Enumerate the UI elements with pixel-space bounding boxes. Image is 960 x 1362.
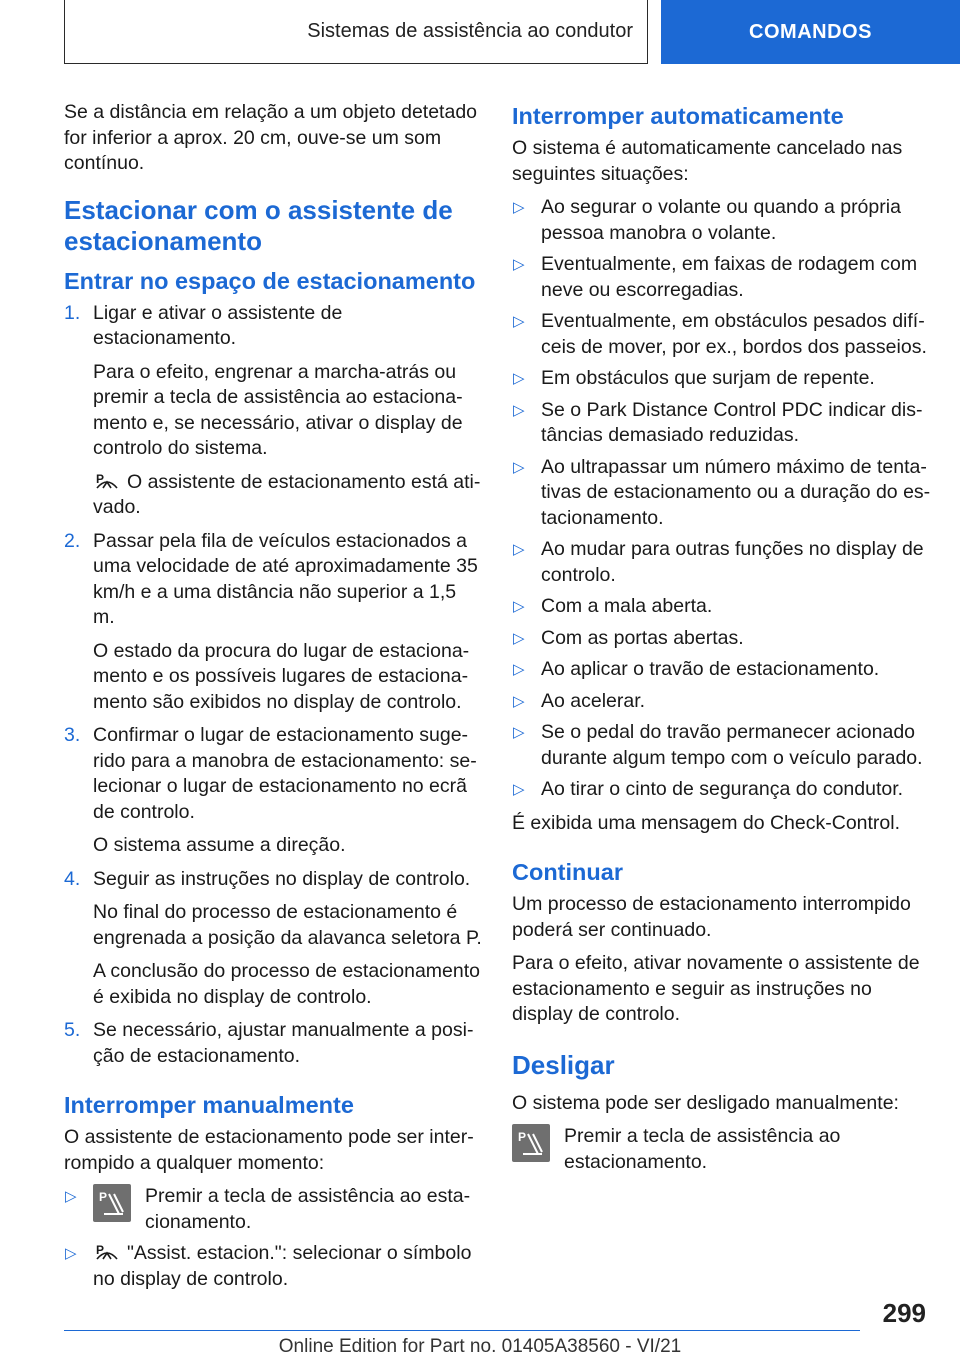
step-text: Para o efeito, engrenar a marcha-atrás ou premir a tecla de assistência ao estacionamento e, se necessário, ativar o display de controlo do sistema. [93, 360, 463, 459]
step-number: 3. [64, 724, 81, 746]
step-number: 4. [64, 867, 81, 890]
manual-intro: O assistente de estacionamento pode ser interrompido a qualquer momento: [64, 1126, 474, 1174]
bullet-item [512, 657, 932, 683]
bullet-text: Se o Park Distance Control PDC indicar distâncias demasiado reduzidas. [541, 398, 923, 446]
off-instruction-text: Premir a tecla de assistência ao estacionamento. [564, 1125, 841, 1173]
svg-text:P: P [518, 1130, 527, 1144]
bullet-text: Ao aplicar o travão de estacionamento. [541, 658, 880, 680]
step-item [64, 723, 482, 859]
step-text: O assistente de estacionamento está ativado. [93, 470, 481, 518]
footer-divider [64, 1330, 860, 1331]
heading-interrupt-manual: Interromper manualmente [64, 1092, 354, 1118]
triangle-bullet-icon: ▷ [513, 629, 525, 647]
edition-footer: Online Edition for Part no. 01405A38560 - VI/21 [278, 1336, 682, 1357]
triangle-bullet-icon: ▷ [513, 781, 525, 798]
bullet-item [64, 1184, 482, 1235]
continue-paragraph: Para o efeito, ativar novamente o assistente de estacionamento e seguir as instruções no display de controlo. [512, 952, 920, 1025]
triangle-bullet-icon: ▷ [513, 541, 525, 558]
bullet-item [512, 720, 932, 771]
bullet-text: Ao acelerar. [541, 689, 646, 712]
bullet-item [64, 1241, 482, 1292]
parking-assistant-icon [93, 1241, 121, 1263]
bullet-text: Em obstáculos que surjam de repente. [541, 367, 875, 389]
bullet-text: Se o pedal do travão permanecer acionado durante algum tempo com o veículo parado. [541, 721, 923, 769]
step-text: No final do processo de estacionamento é engrenada a posição da alavanca seletora P. [93, 901, 482, 949]
bullet-item [512, 455, 932, 532]
intro-paragraph: Se a distância em relação a um objeto detetado for inferior a aprox. 20 cm, ouve-se um som contínuo. [64, 101, 478, 174]
heading-enter-space: Entrar no espaço de estacionamento [64, 267, 476, 294]
heading-continue: Continuar [512, 859, 623, 885]
parking-assistant-button-icon [512, 1124, 550, 1162]
bullet-item [512, 626, 932, 652]
running-header [64, 0, 648, 64]
svg-text:P: P [99, 1190, 108, 1204]
right-column [512, 100, 932, 1175]
step-text: Se necessário, ajustar manualmente a posição de estacionamento. [93, 1019, 474, 1067]
triangle-bullet-icon: ▷ [513, 401, 525, 419]
triangle-bullet-icon: ▷ [513, 256, 525, 273]
parking-assistant-icon [93, 470, 121, 492]
triangle-bullet-icon: ▷ [513, 724, 525, 741]
triangle-bullet-icon: ▷ [65, 1188, 77, 1205]
bullet-item [512, 594, 932, 620]
bullet-text: Ao segurar o volante ou quando a própria pessoa manobra o volante. [541, 196, 901, 244]
bullet-text: Ao tirar o cinto de segurança do condutor. [541, 778, 904, 800]
auto-bullets [512, 195, 932, 803]
triangle-bullet-icon: ▷ [65, 1245, 77, 1262]
bullet-text: Com a mala aberta. [541, 595, 713, 617]
step-item [64, 867, 482, 1011]
bullet-text: Com as portas abertas. [541, 626, 744, 649]
triangle-bullet-icon: ▷ [513, 370, 525, 387]
bullet-item [512, 398, 932, 449]
bullet-item [512, 195, 932, 246]
step-number: 1. [64, 301, 81, 324]
step-text: Seguir as instruções no display de controlo. [93, 867, 471, 890]
step-text: Passar pela fila de veículos estacionados a uma velocidade de até aproximadamente 35 km/h e a uma distância não superior a 1,5 m. [93, 529, 478, 628]
left-column [64, 100, 482, 1300]
step-number: 5. [64, 1019, 81, 1041]
heading-switch-off: Desligar [512, 1049, 615, 1080]
manual-bullets [64, 1184, 482, 1292]
bullet-item [512, 689, 932, 715]
triangle-bullet-icon: ▷ [513, 199, 525, 216]
bullet-item [512, 366, 932, 392]
off-instruction [512, 1124, 932, 1175]
triangle-bullet-icon: ▷ [513, 458, 525, 476]
triangle-bullet-icon: ▷ [513, 661, 525, 678]
step-text-with-icon [93, 470, 482, 521]
svg-text:P: P [96, 471, 105, 486]
step-item [64, 301, 482, 521]
continue-paragraph: Um processo de estacionamento interrompido poderá ser continuado. [512, 893, 911, 941]
step-text: O estado da procura do lugar de estacionamento e os possíveis lugares de estacionamento são exibidos no display de controlo. [93, 639, 470, 713]
step-item [64, 1018, 482, 1069]
bullet-text: Ao mudar para outras funções no display de controlo. [541, 538, 924, 586]
steps-list [64, 301, 482, 1070]
step-text: Ligar e ativar o assistente de estacionamento. [93, 301, 343, 349]
off-intro: O sistema pode ser desligado manualmente: [512, 1091, 899, 1114]
bullet-item [512, 777, 932, 803]
bullet-text: Ao ultrapassar um número máximo de tentativas de estacionamento ou a duração do estacionamento. [541, 455, 931, 529]
heading-interrupt-auto: Interromper automaticamente [512, 103, 844, 129]
chapter-tab [661, 0, 960, 64]
triangle-bullet-icon: ▷ [513, 598, 525, 615]
chapter-tab-label: COMANDOS [749, 20, 872, 43]
svg-text:P: P [96, 1243, 105, 1257]
triangle-bullet-icon: ▷ [513, 692, 525, 710]
bullet-item [512, 252, 932, 303]
step-number: 2. [64, 529, 81, 552]
bullet-text: Eventualmente, em obstáculos pesados difíceis de mover, por ex., bordos dos passeios. [541, 310, 927, 358]
bullet-text: "Assist. estacion.": selecionar o símbolo no display de controlo. [93, 1242, 472, 1290]
step-text: O sistema assume a direção. [93, 834, 346, 856]
auto-intro: O sistema é automaticamente cancelado nas seguintes situações: [512, 137, 903, 185]
bullet-text: Eventualmente, em faixas de rodagem com neve ou escorregadias. [541, 253, 918, 301]
step-item [64, 529, 482, 716]
checkcontrol-message: É exibida uma mensagem do Check-Control. [512, 811, 901, 834]
page-number: 299 [882, 1298, 926, 1328]
section-title: Sistemas de assistência ao condutor [307, 20, 633, 42]
step-text: A conclusão do processo de estacionamento é exibida no display de controlo. [93, 960, 481, 1008]
heading-parking-assistant: Estacionar com o assistente de estacionamento [64, 194, 453, 256]
bullet-item [512, 309, 932, 360]
step-text: Confirmar o lugar de estacionamento sugerido para a manobra de estacionamento: selecionar o lugar de estacionamento no ecrã de controlo. [93, 724, 477, 823]
triangle-bullet-icon: ▷ [513, 313, 525, 330]
bullet-item [512, 537, 932, 588]
bullet-text: Premir a tecla de assistência ao estacionamento. [145, 1185, 471, 1233]
parking-assistant-button-icon [93, 1184, 131, 1222]
